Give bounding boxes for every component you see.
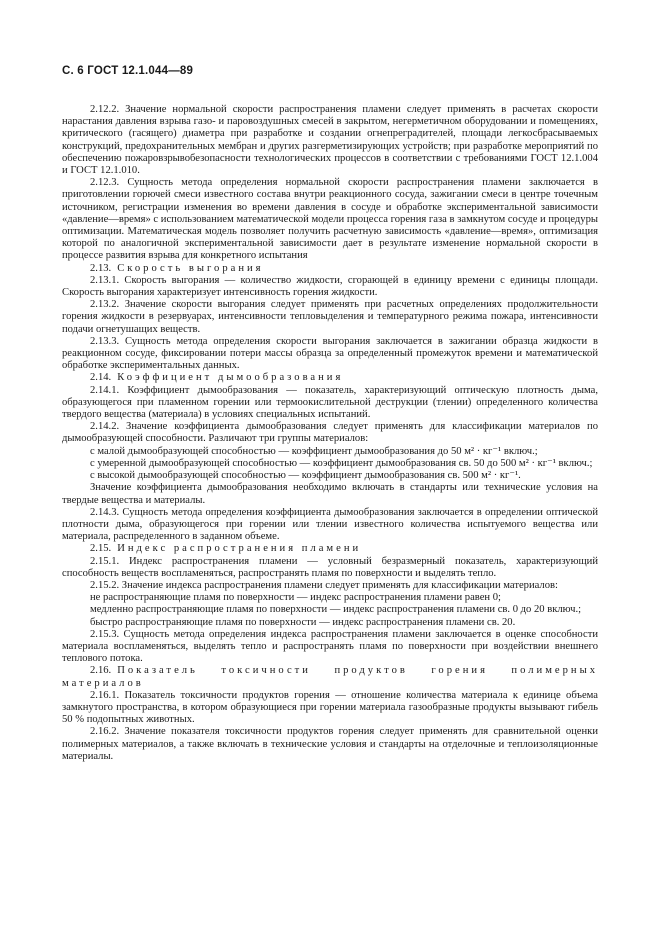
paragraph-2-16-1: 2.16.1. Показатель токсичности продуктов горения — отношение количества материала к единице объема замкнутого пространства, в котором образующиеся при горении материала газообразные продукты вызывают гибель 50 % подопытных животных. — [62, 689, 598, 726]
section-title: Индекс распространения пламени — [117, 543, 362, 555]
paragraph-2-15-3: 2.15.3. Сущность метода определения индекса распространения пламени заключается в оценке способности материала воспламеняться, выделять тепло и распространять пламя по поверхности при воздействии внешнего теплового потока. — [62, 628, 598, 665]
document-body — [62, 104, 598, 763]
list-item-fast-spreading: быстро распространяющие пламя по поверхности — индекс распространения пламени св. 20. — [90, 616, 516, 628]
section-heading-2-14 — [62, 372, 598, 384]
section-heading-2-15 — [62, 543, 598, 555]
list-item-low-smoke: с малой дымообразующей способностью — коэффициент дымообразования до 50 м² · кг⁻¹ включ.; — [90, 445, 538, 457]
section-title: Скорость выгорания — [117, 262, 264, 274]
paragraph-2-14-2: 2.14.2. Значение коэффициента дымообразования следует применять для классификации материалов по дымообразующей способности. Различают три группы материалов: — [62, 421, 598, 445]
section-number: 2.14. — [90, 372, 112, 384]
section-title: Показатель токсичности продуктов горения полимерных материалов — [62, 665, 598, 689]
section-number: 2.13. — [90, 262, 112, 274]
section-title: Коэффициент дымообразования — [117, 372, 344, 384]
paragraph-2-16-2: 2.16.2. Значение показателя токсичности продуктов горения следует применять для сравнительной оценки полимерных материалов, а также включать в технические условия и стандарты на отделочные и теплоизоляционные материалы. — [62, 726, 598, 762]
paragraph-2-14-1: 2.14.1. Коэффициент дымообразования — показатель, характеризующий оптическую плотность дыма, образующегося при пламенном горении или термоокислительной деструкции (тлении) определенного количества твердого вещества (материала) в условиях специальных испытаний. — [62, 384, 598, 421]
paragraph-2-15-1: 2.15.1. Индекс распространения пламени — условный безразмерный показатель, характеризующий способность веществ воспламеняться, распространять пламя по поверхности и выделять тепло. — [62, 555, 598, 579]
section-heading-2-16 — [62, 665, 598, 689]
page-header: С. 6 ГОСТ 12.1.044—89 — [62, 65, 194, 77]
section-number: 2.16. — [90, 665, 112, 677]
paragraph-2-14-3: 2.14.3. Сущность метода определения коэффициента дымообразования заключается в определении оптической плотности дыма, образующегося при горении или тлении известного количества испытуемого вещества или материала, распределенного в заданном объеме. — [62, 506, 598, 543]
list-item-slow-spreading: медленно распространяющие пламя по поверхности — индекс распространения пламени св. 0 до 20 включ.; — [90, 604, 582, 616]
paragraph-smoke-note: Значение коэффициента дымообразования необходимо включать в стандарты или технические условия на твердые вещества и материалы. — [62, 482, 598, 506]
paragraph-2-13-2: 2.13.2. Значение скорости выгорания следует применять при расчетных определениях продолжительности горения жидкости в резервуарах, интенсивности тепловыделения и температурного режима пожара, интенсивности подачи огнетушащих веществ. — [62, 299, 598, 335]
paragraph-2-13-1: 2.13.1. Скорость выгорания — количество жидкости, сгорающей в единицу времени с единицы площади. Скорость выгорания характеризует интенсивность горения жидкости. — [62, 274, 598, 299]
section-number: 2.15. — [90, 543, 112, 555]
paragraph-2-13-3: 2.13.3. Сущность метода определения скорости выгорания заключается в зажигании образца жидкости в реакционном сосуде, фиксировании потери массы образца за определенный промежуток времени и математической обработке экспериментальных данных. — [62, 335, 598, 372]
section-heading-2-13 — [62, 263, 598, 275]
paragraph-2-12-3: 2.12.3. Сущность метода определения нормальной скорости распространения пламени заключается в приготовлении горючей смеси известного состава внутри реакционного сосуда, зажигании смеси в центре точечным источником, регистрации изменения во времени давления в сосуде и обработке экспериментальной зависимости «давление—время» с использованием математической модели процесса горения газа в замкнутом сосуде и процедуры оптимизации. Математическая модель позволяет получить расчетную зависимость «давление—время», оптимизация которой по аналогичной экспериментальной зависимости дает в результате изменение нормальной скорости в процессе развития взрыва для конкретного испытания — [62, 177, 598, 262]
list-item-moderate-smoke: с умеренной дымообразующей способностью — коэффициент дымообразования св. 50 до 500 м² · кг⁻¹ включ.; — [90, 457, 593, 469]
list-item-high-smoke: с высокой дымообразующей способностью — коэффициент дымообразования св. 500 м² · кг⁻¹. — [90, 470, 521, 482]
paragraph-2-12-2: 2.12.2. Значение нормальной скорости распространения пламени следует применять в расчетах скорости нарастания давления взрыва газо- и паровоздушных смесей в закрытом, негерметичном оборудовании и помещениях, критического (гасящего) диаметра при разработке и создании огнепреградителей, площади легкосбрасываемых конструкций, предохранительных мембран и других разгерметизирующих устройств; при разработке мероприятий по обеспечению пожаровзрывобезопасности технологических процессов в соответствии с требованиями ГОСТ 12.1.004 и ГОСТ 12.1.010. — [62, 104, 598, 177]
paragraph-2-15-2: 2.15.2. Значение индекса распространения пламени следует применять для классификации материалов: — [90, 579, 558, 591]
list-item-non-spreading: не распространяющие пламя по поверхности — индекс распространения пламени равен 0; — [90, 592, 501, 604]
